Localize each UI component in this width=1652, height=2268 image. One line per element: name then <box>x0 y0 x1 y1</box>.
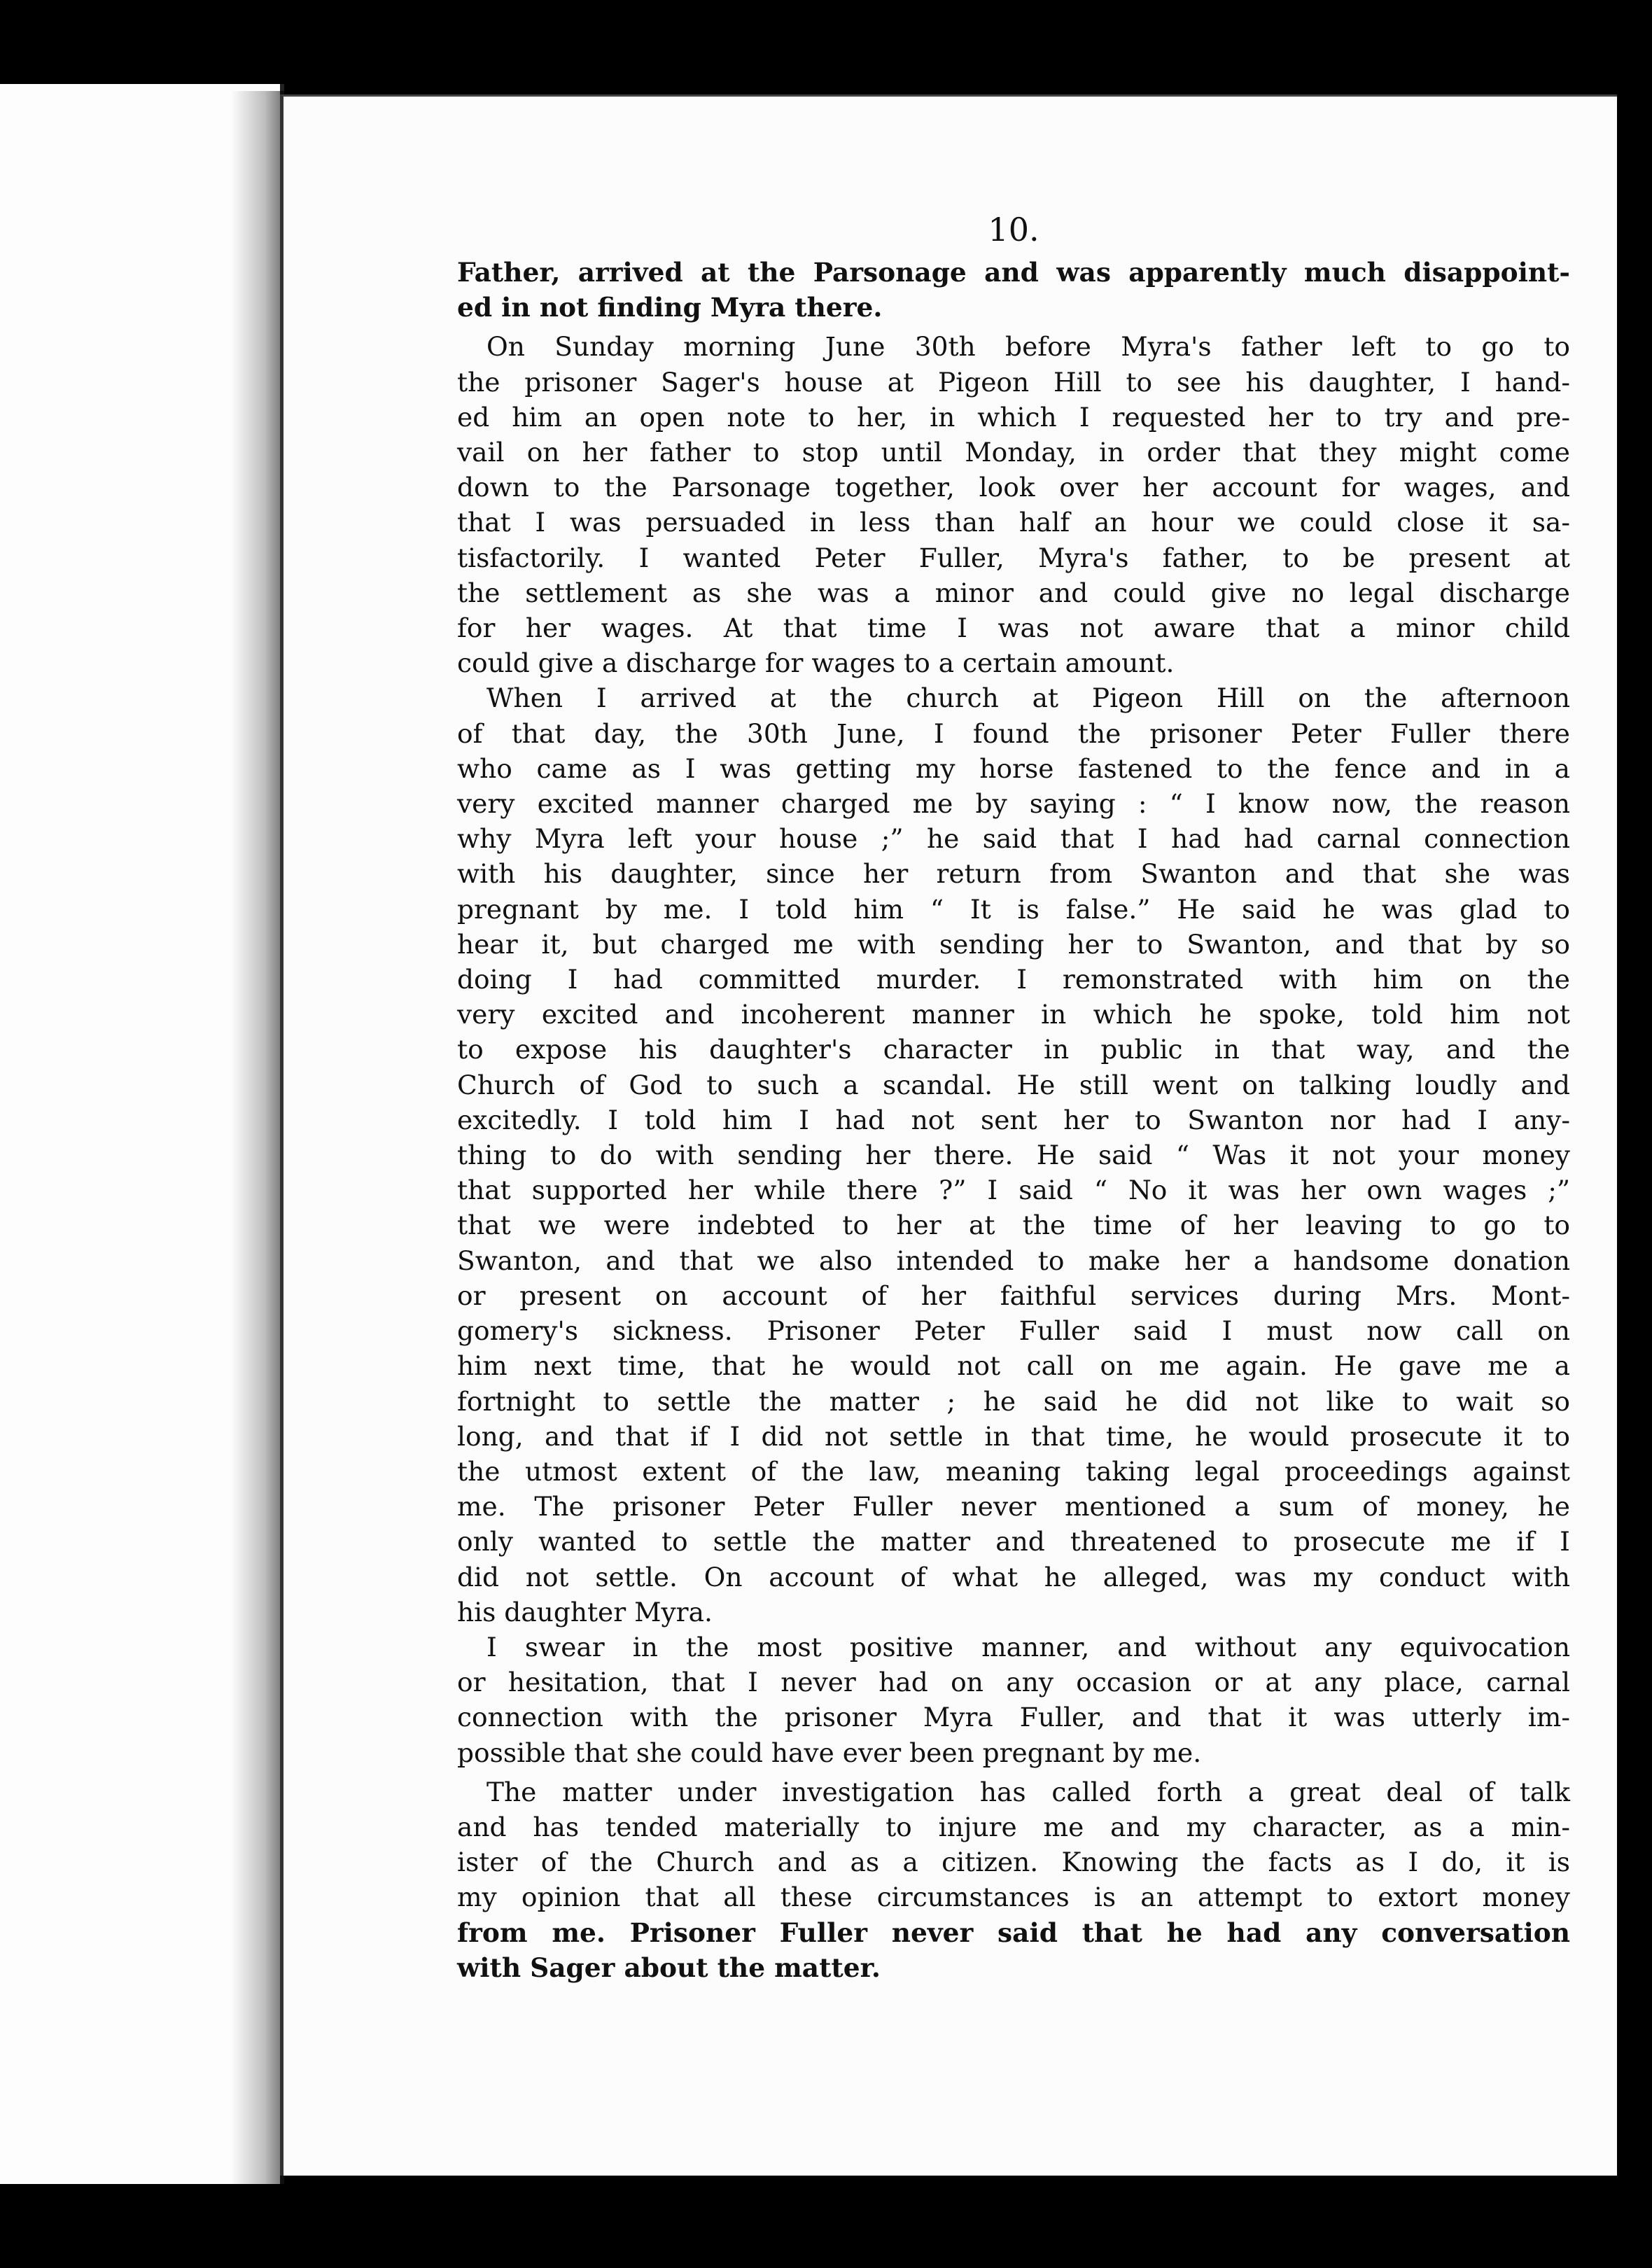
text-line: why Myra left your house ;” he said that I had had carnal connection <box>457 823 1570 855</box>
text-line: ed him an open note to her, in which I requested her to try and pre- <box>457 401 1570 433</box>
text-line: When I arrived at the church at Pigeon Hill on the afternoon <box>486 682 1570 714</box>
text-line: ister of the Church and as a citizen. Knowing the facts as I do, it is <box>457 1847 1570 1878</box>
page-text <box>457 209 1570 1985</box>
gutter-shadow <box>231 91 287 2184</box>
text-line: that we were indebted to her at the time of her leaving to go to <box>457 1210 1570 1241</box>
text-line: his daughter Myra. <box>457 1596 713 1628</box>
text-line: The matter under investigation has called forth a great deal of talk <box>486 1776 1570 1807</box>
text-line: and has tended materially to injure me and my character, as a min- <box>457 1811 1570 1842</box>
text-line: with Sager about the matter. <box>457 1952 881 1983</box>
text-line: excitedly. I told him I had not sent her to Swanton nor had I any- <box>457 1104 1570 1135</box>
text-line: with his daughter, since her return from Swanton and that she was <box>457 858 1570 890</box>
text-line: from me. Prisoner Fuller never said that he had any conversation <box>457 1917 1570 1948</box>
text-line: pregnant by me. I told him “ It is false.” He said he was glad to <box>457 893 1570 925</box>
text-line: only wanted to settle the matter and threatened to prosecute me if I <box>457 1526 1570 1558</box>
text-line: possible that she could have ever been pregnant by me. <box>457 1737 1202 1768</box>
text-line: or present on account of her faithful services during Mrs. Mont- <box>457 1280 1570 1311</box>
text-line: I swear in the most positive manner, and without any equivocation <box>486 1631 1570 1662</box>
text-line: the prisoner Sager's house at Pigeon Hill to see his daughter, I hand- <box>457 366 1570 398</box>
paragraph <box>457 680 1570 1629</box>
text-line: hear it, but charged me with sending her to Swanton, and that by so <box>457 928 1570 960</box>
text-line: On Sunday morning June 30th before Myra's father left to go to <box>486 331 1570 363</box>
text-line: thing to do with sending her there. He said “ Was it not your money <box>457 1140 1570 1171</box>
paragraph <box>457 1774 1570 1985</box>
text-line: vail on her father to stop until Monday, in order that they might come <box>457 437 1570 468</box>
text-line: gomery's sickness. Prisoner Peter Fuller said I must now call on <box>457 1315 1570 1347</box>
text-line: could give a discharge for wages to a certain amount. <box>457 648 1175 679</box>
paragraph <box>457 329 1570 680</box>
text-line: to expose his daughter's character in public in that way, and the <box>457 1034 1570 1065</box>
text-line: or hesitation, that I never had on any occasion or at any place, carnal <box>457 1667 1570 1698</box>
text-line: Father, arrived at the Parsonage and was apparently much disappoint- <box>457 257 1570 288</box>
text-line: me. The prisoner Peter Fuller never mentioned a sum of money, he <box>457 1491 1570 1522</box>
text-line: doing I had committed murder. I remonstrated with him on the <box>457 964 1570 995</box>
text-line: very excited and incoherent manner in which he spoke, told him not <box>457 999 1570 1030</box>
text-line: long, and that if I did not settle in that time, he would prosecute it to <box>457 1420 1570 1452</box>
text-line: Church of God to such a scandal. He still went on talking loudly and <box>457 1069 1570 1100</box>
text-line: down to the Parsonage together, look over her account for wages, and <box>457 472 1570 503</box>
document-page <box>280 94 1617 2176</box>
text-line: of that day, the 30th June, I found the prisoner Peter Fuller there <box>457 718 1570 749</box>
text-line: him next time, that he would not call on me again. He gave me a <box>457 1350 1570 1382</box>
text-line: did not settle. On account of what he alleged, was my conduct with <box>457 1561 1570 1592</box>
text-line: Swanton, and that we also intended to make her a handsome donation <box>457 1245 1570 1276</box>
text-line: connection with the prisoner Myra Fuller, and that it was utterly im- <box>457 1702 1570 1733</box>
text-line: that supported her while there ?” I said “ No it was her own wages ;” <box>457 1175 1570 1206</box>
text-line: very excited manner charged me by saying : “ I know now, the reason <box>457 788 1570 820</box>
text-line: my opinion that all these circumstances is an attempt to extort money <box>457 1882 1570 1913</box>
text-line: who came as I was getting my horse fastened to the fence and in a <box>457 752 1570 784</box>
text-line: the settlement as she was a minor and could give no legal discharge <box>457 577 1570 608</box>
paragraph <box>457 255 1570 325</box>
text-line: fortnight to settle the matter ; he said he did not like to wait so <box>457 1385 1570 1417</box>
page-number: 10. <box>988 211 1040 248</box>
text-line: tisfactorily. I wanted Peter Fuller, Myra's father, to be present at <box>457 542 1570 573</box>
text-line: the utmost extent of the law, meaning taking legal proceedings against <box>457 1455 1570 1487</box>
paragraph <box>457 1630 1570 1770</box>
text-line: that I was persuaded in less than half an hour we could close it sa- <box>457 507 1570 538</box>
text-line: ed in not finding Myra there. <box>457 292 883 323</box>
text-line: for her wages. At that time I was not aware that a minor child <box>457 612 1570 644</box>
